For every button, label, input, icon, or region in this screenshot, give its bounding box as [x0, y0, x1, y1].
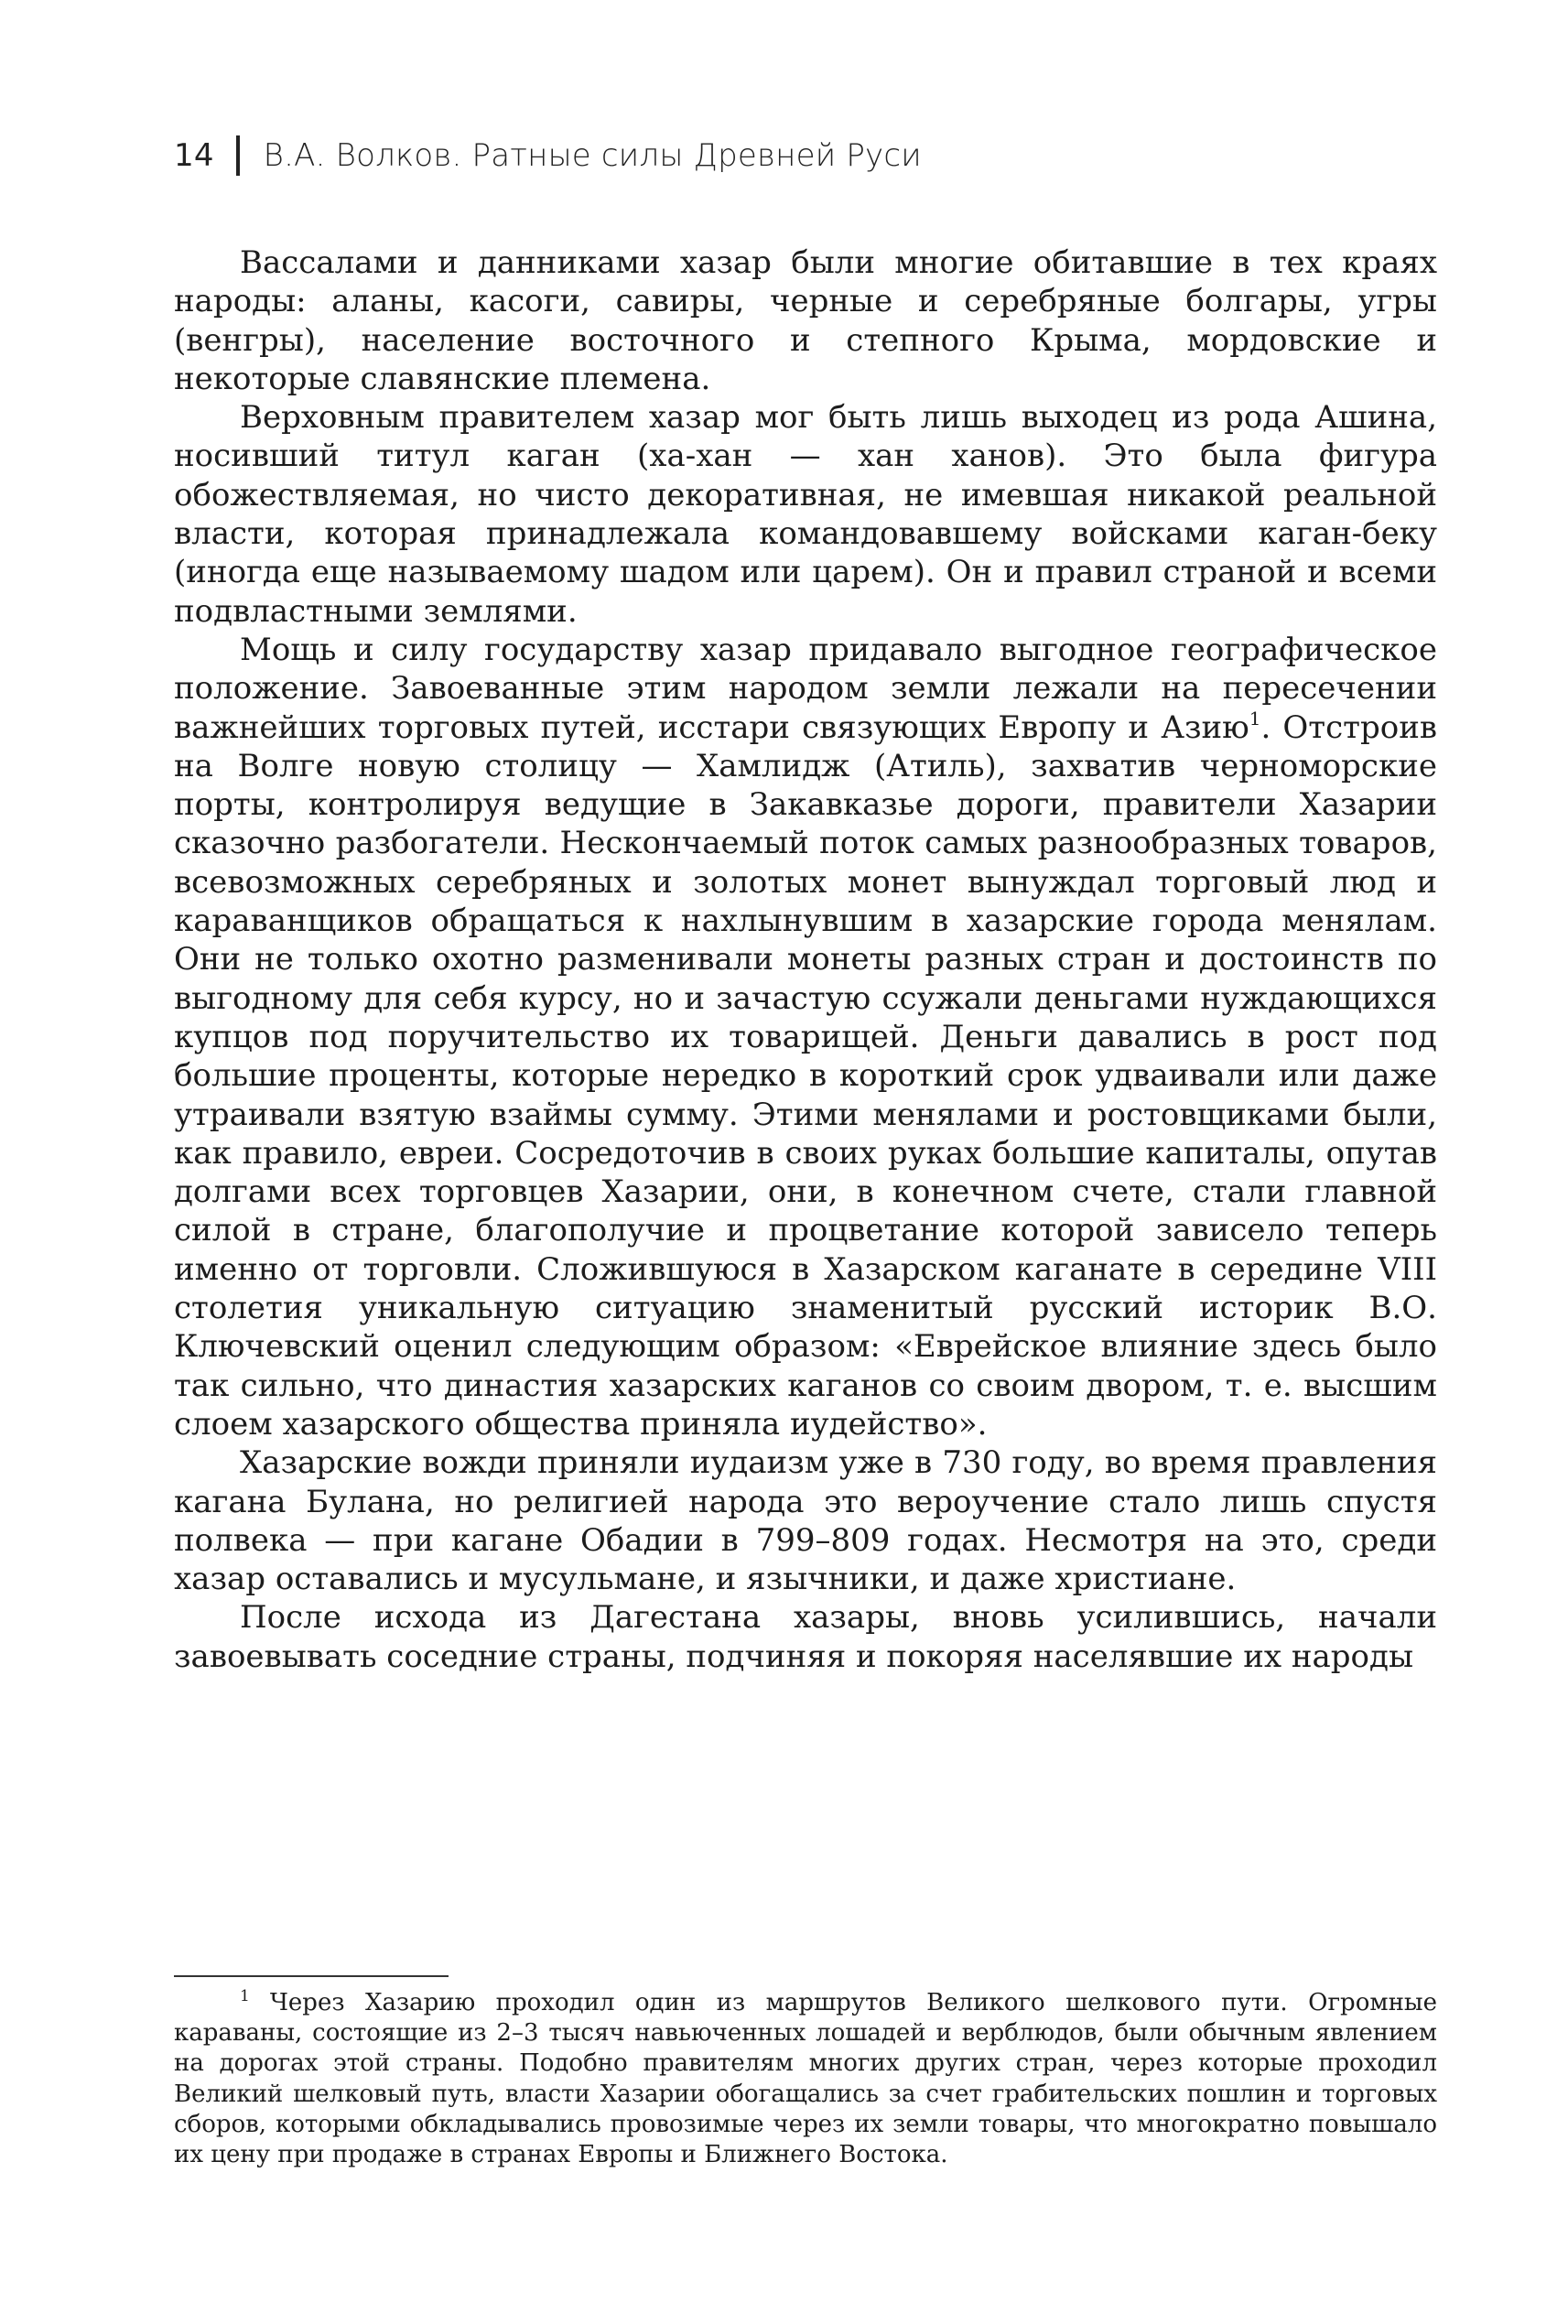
paragraph: Хазарские вожди приняли иудаизм уже в 730 году, во время правления кагана Булана, но религией народа это вероучение стало лишь спустя полвека — при кагане Обадии в 799–809 годах. Несмотря на это, среди хазар оставались и мусульмане, и язычники, и даже христиане.	[174, 1444, 1437, 1598]
footnote-marker: 1	[240, 1987, 250, 2005]
footnote-text: Через Хазарию проходил один из маршрутов Великого шелкового пути. Огромные караваны, состоящие из 2–3 тысяч навьюченных лошадей и верблюдов, были обычным явлением на дорогах этой страны. Подобно правителям многих других стран, через которые проходил Великий шелковый путь, власти Хазарии обогащались за счет грабительских пошлин и торговых сборов, которыми обкладывались провозимые через их земли товары, что многократно повышало их цену при продаже в странах Европы и Ближнего Востока.	[174, 1989, 1437, 2169]
paragraph: Верховным правителем хазар мог быть лишь выходец из рода Ашина, носивший титул каган (ха-хан — хан ханов). Это была фигура обожествляемая, но чисто декоративная, не имевшая никакой реальной власти, которая принадлежала командовавшему войсками каган-беку (иногда еще называемому шадом или царем). Он и правил страной и всеми подвластными землями.	[174, 399, 1437, 630]
page-number: 14	[174, 137, 214, 174]
footnotes	[174, 1988, 1437, 2170]
main-text	[174, 243, 1437, 1676]
header-divider	[236, 135, 240, 176]
paragraph: После исхода из Дагестана хазары, вновь усилившись, начали завоевывать соседние страны, подчиняя и покоряя населявшие их народы	[174, 1599, 1437, 1675]
paragraph-text: . Отстроив на Волге новую столицу — Хамлидж (Атиль), захватив черноморские порты, контролируя ведущие в Закавказье дороги, правители Хазарии сказочно разбогатели. Нескончаемый поток самых разнообразных товаров, всевозможных серебряных и золотых монет вынуждал торговый люд и караванщиков обращаться к нахлынувшим в хазарские города менялам. Они не только охотно разменивали монеты разных стран и достоинств по выгодному для себя курсу, но и зачастую ссужали деньгами нуждающихся купцов под поручительство их товарищей. Деньги давались в рост под большие проценты, которые нередко в короткий срок удваивали или даже утраивали взятую взаймы сумму. Этими менялами и ростовщиками были, как правило, евреи. Сосредоточив в своих руках большие капиталы, опутав долгами всех торговцев Хазарии, они, в конечном счете, стали главной силой в стране, благополучие и процветание которой зависело теперь именно от торговли. Сложившуюся в Хазарском каганате в середине VIII столетия уникальную ситуацию знаменитый русский историк В.О. Ключевский оценил следующим образом: «Еврейское влияние здесь было так сильно, что династия хазарских каганов со своим двором, т. е. высшим слоем хазарского общества приняла иудейство».	[174, 708, 1438, 1443]
footnote-separator	[174, 1975, 449, 1977]
running-title: В.А. Волков. Ратные силы Древней Руси	[263, 137, 922, 174]
footnote-reference[interactable]: 1	[1249, 707, 1261, 730]
paragraph	[174, 631, 1437, 1443]
paragraph-text: Мощь и силу государству хазар придавало выгодное географическое положение. Завоеванные этим народом земли лежали на пересечении важнейших торговых путей, исстари связующих Европу и Азию	[174, 631, 1437, 746]
book-page	[174, 0, 1437, 2324]
running-head	[174, 128, 922, 183]
footnote	[174, 1988, 1437, 2170]
paragraph: Вассалами и данниками хазар были многие обитавшие в тех краях народы: аланы, касоги, савиры, черные и серебряные болгары, угры (венгры), население восточного и степного Крыма, мордовские и некоторые славянские племена.	[174, 244, 1437, 397]
